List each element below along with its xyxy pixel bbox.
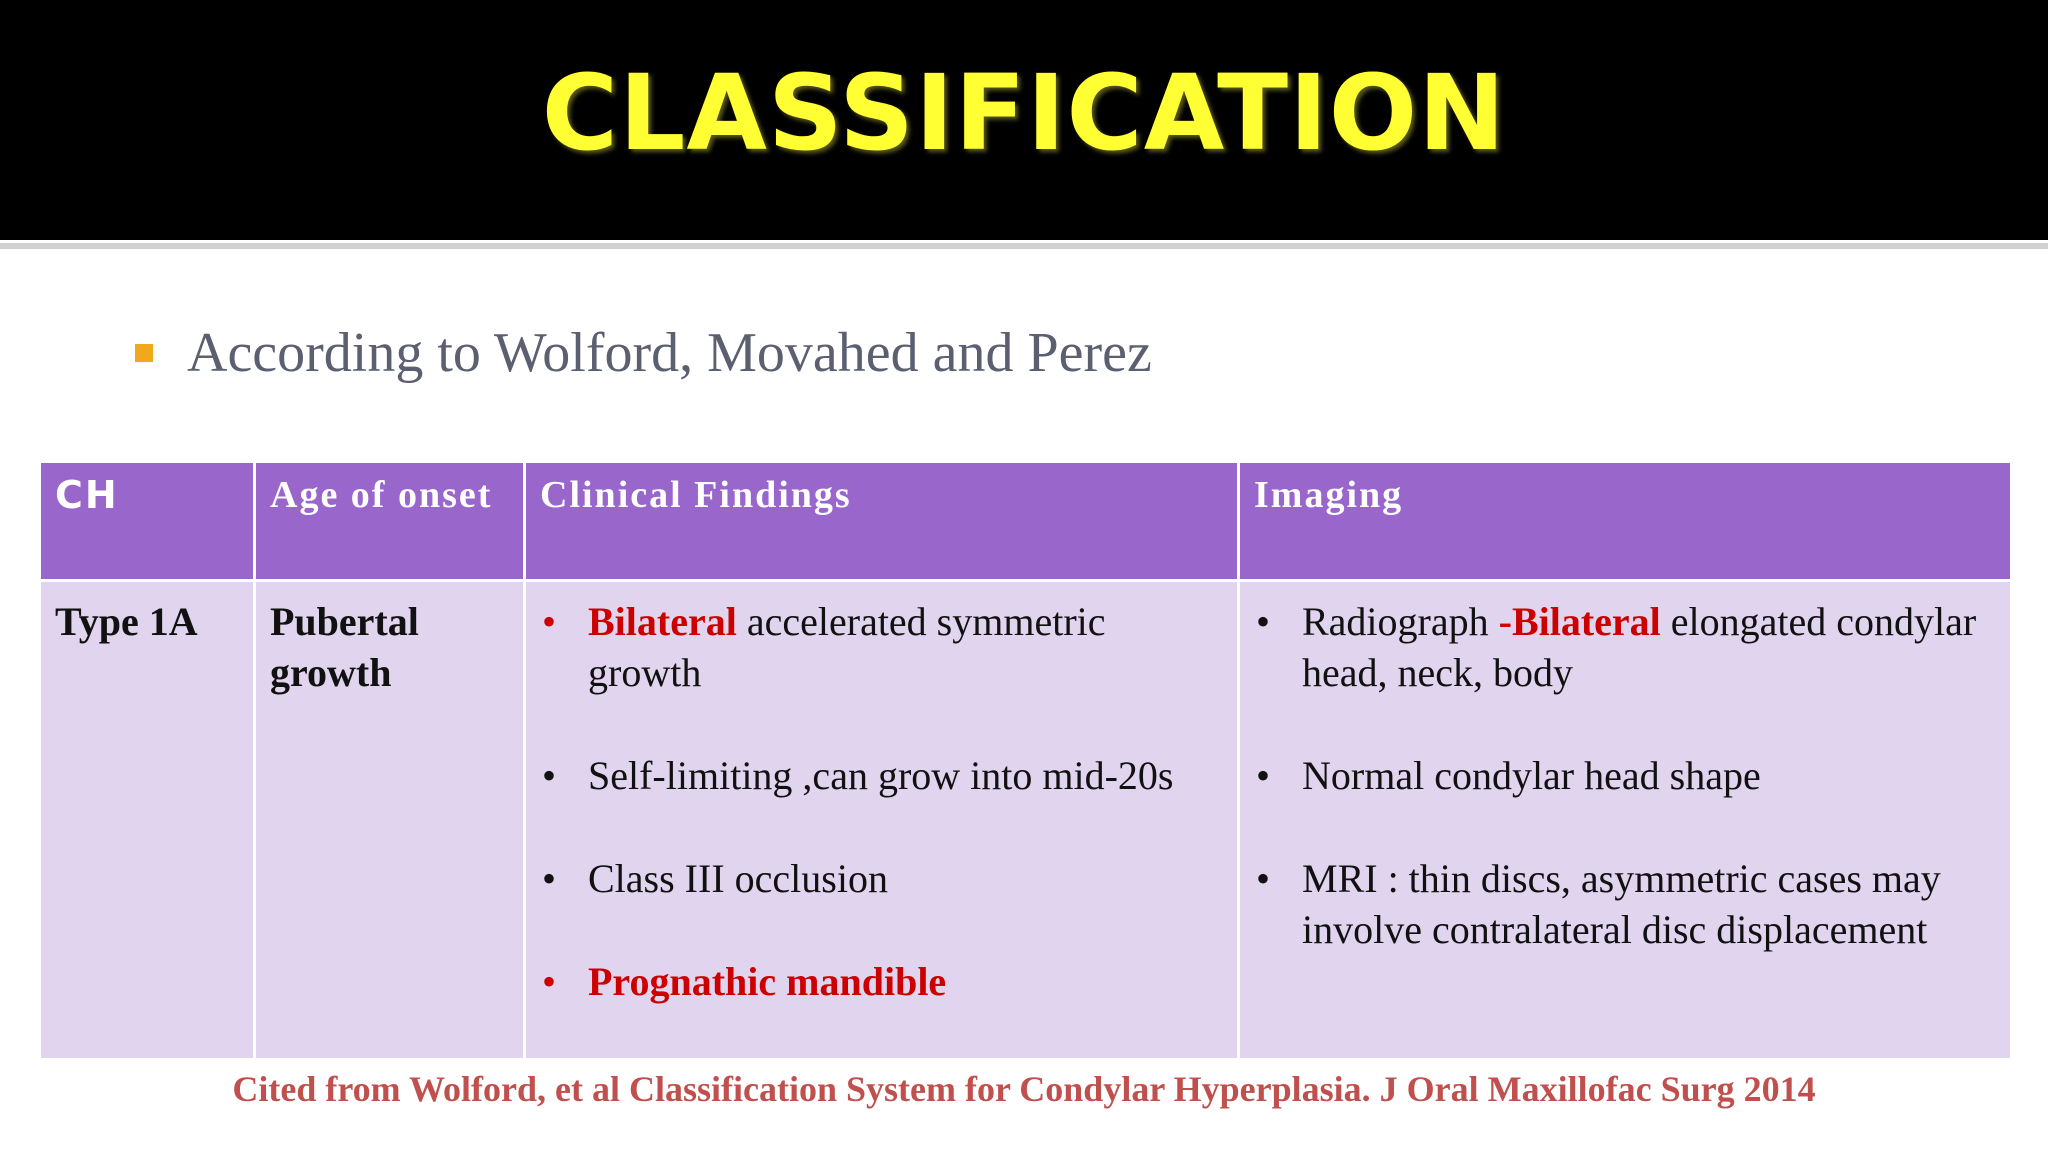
list-item [540, 956, 1223, 1007]
list-item [540, 853, 1223, 904]
list-item [1254, 596, 1996, 698]
header-imaging: Imaging [1239, 462, 2012, 581]
table-header-row [40, 462, 2012, 581]
item-text: MRI : thin discs, asymmetric cases may involve contralateral disc displacement [1302, 856, 1941, 952]
list-item [540, 596, 1223, 698]
item-text: Self-limiting ,can grow into mid-20s [588, 753, 1174, 798]
classification-table [38, 460, 2013, 1061]
list-item [1254, 853, 1996, 955]
title-divider [0, 243, 2048, 249]
square-bullet-icon [135, 344, 153, 362]
cell-age: Pubertal growth [255, 581, 525, 1060]
cell-type: Type 1A [40, 581, 255, 1060]
slide-title: CLASSIFICATION [541, 52, 1507, 174]
item-text: Class III occlusion [588, 856, 888, 901]
intro-bullet [135, 318, 1152, 388]
header-clinical-findings: Clinical Findings [525, 462, 1239, 581]
citation: Cited from Wolford, et al Classification System for Condylar Hyperplasia. J Oral Maxillofac Surg 2014 [232, 1069, 1816, 1109]
imaging-list [1254, 596, 1996, 955]
highlight-text: Prognathic mandible [588, 959, 947, 1004]
header-ch: CH [40, 462, 255, 581]
item-text: Normal condylar head shape [1302, 753, 1761, 798]
item-text: elongated condylar head, neck, body [1302, 599, 1977, 695]
list-item [1254, 750, 1996, 801]
clinical-list [540, 596, 1223, 1007]
cell-imaging [1239, 581, 2012, 1060]
table-row [40, 581, 2012, 1060]
item-text: Radiograph [1302, 599, 1499, 644]
intro-bullet-text: According to Wolford, Movahed and Perez [187, 322, 1152, 384]
header-age-of-onset: Age of onset [255, 462, 525, 581]
cell-clinical-findings [525, 581, 1239, 1060]
list-item [540, 750, 1223, 801]
highlight-text: -Bilateral [1498, 599, 1661, 644]
highlight-text: Bilateral [588, 599, 737, 644]
item-text: accelerated symmetric growth [588, 599, 1106, 695]
